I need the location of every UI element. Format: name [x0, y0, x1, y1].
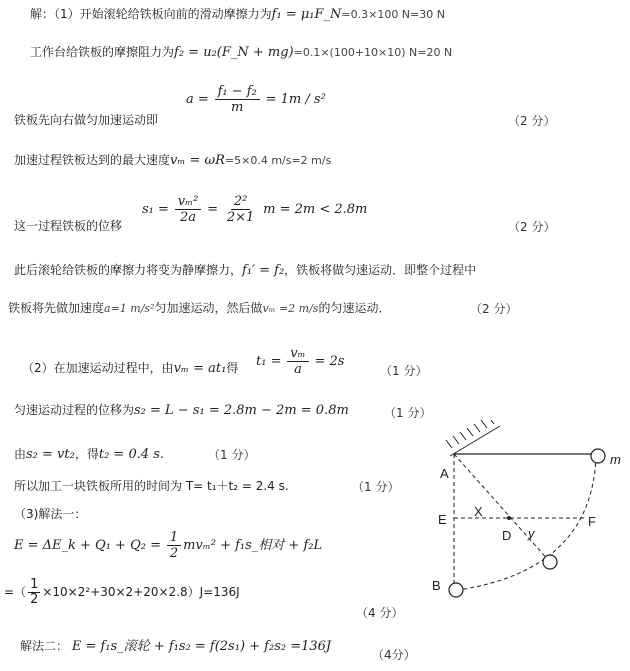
static-formula: f₁′ = f₂ — [242, 263, 285, 278]
pendulum-figure — [410, 420, 630, 605]
vmax-text: 加速过程铁板达到的最大速度 — [14, 153, 171, 167]
friction-f2-text: 工作台给铁板的摩擦阻力为 — [30, 45, 175, 59]
diagonal-dashed-line — [454, 454, 550, 562]
line-summary — [8, 300, 390, 317]
method2-title: 解法二： — [20, 639, 69, 653]
disp-equals: = — [207, 202, 219, 217]
summary-velocity-value: vₘ =2 m/s — [262, 302, 319, 315]
line-friction-f2 — [30, 44, 452, 61]
line-t2 — [14, 446, 164, 463]
summary-accel-value: a=1 m/s² — [104, 302, 155, 315]
disp-numerator-2: 2² — [231, 194, 250, 210]
calc-open: =（ — [4, 585, 27, 599]
label-f: F — [588, 514, 596, 529]
friction-f1-formula: f₁ = μ₁F_N — [271, 7, 342, 22]
label-e: E — [438, 512, 447, 527]
t1-numerator: vₘ — [287, 346, 308, 362]
disp-denominator-1: 2a — [180, 210, 197, 225]
displacement-formula — [142, 194, 367, 225]
summary-text-b: 匀加速运动，然后做 — [154, 301, 263, 315]
label-x: X — [474, 504, 483, 519]
t1-text-b: 得 — [226, 361, 239, 375]
friction-f1-value: =0.3×100 N=30 N — [341, 8, 445, 21]
disp-s1: s₁ = — [142, 202, 169, 217]
t2-score: （1 分） — [208, 448, 256, 462]
energy-formula-a: E = ΔE_k + Q₁ + Q₂ = — [14, 538, 161, 553]
static-text-a: 此后滚轮给铁板的摩擦力将变为静摩擦力， — [14, 263, 243, 277]
energy-half-num: 1 — [167, 530, 181, 546]
energy-calculation — [4, 578, 240, 607]
calc-score: （4 分） — [356, 606, 404, 620]
vmax-value: =5×0.4 m/s=2 m/s — [224, 154, 332, 167]
t1-result: = 2s — [314, 354, 345, 369]
friction-f1-text: 解：（1）开始滚轮给铁板向前的滑动摩擦力为 — [30, 7, 272, 21]
accel-result: = 1m / s² — [265, 92, 326, 107]
energy-formula — [14, 530, 322, 561]
accel-formula — [186, 84, 326, 115]
method1-title: （3)解法一： — [14, 507, 87, 521]
s2-text: 匀速运动过程的位移为 — [14, 403, 135, 417]
hatched-support — [446, 420, 500, 456]
accel-denominator: m — [231, 100, 244, 115]
line-t1 — [22, 360, 238, 377]
line-vmax — [14, 152, 331, 169]
accel-numerator: f₁ − f₂ — [215, 84, 260, 100]
line-method2 — [20, 638, 331, 655]
accel-a: a = — [186, 92, 209, 107]
summary-score: （2 分） — [470, 302, 518, 316]
point-d — [507, 516, 511, 520]
calc-half-num: 1 — [30, 577, 39, 592]
t1-t: t₁ = — [256, 354, 282, 369]
calc-half-den: 2 — [30, 592, 39, 607]
disp-numerator-1: vₘ² — [175, 194, 202, 210]
total-time-score: （1 分） — [352, 480, 400, 494]
friction-f2-formula: f₂ = u₂(F_N + mg) — [174, 45, 294, 60]
displacement-score: （2 分） — [508, 220, 556, 234]
disp-result: m = 2m < 2.8m — [263, 202, 368, 217]
method2-formula: E = f₁s_滚轮 + f₁s₂ = f(2s₁) + f₂s₂ =136J — [71, 639, 332, 654]
s2-formula: s₂ = L − s₁ = 2.8m − 2m = 0.8m — [134, 403, 349, 418]
t1-denominator: a — [294, 362, 302, 377]
swing-arc — [458, 456, 596, 590]
label-y: y — [528, 526, 535, 541]
ball-start — [591, 449, 605, 463]
accel-score: （2 分） — [508, 114, 556, 128]
line-friction-f1 — [30, 6, 445, 23]
line-static-friction — [14, 262, 476, 279]
label-b: B — [432, 578, 441, 593]
t2-text-b: ，得 — [74, 447, 99, 461]
summary-text-c: 的匀速运动． — [318, 301, 391, 315]
ball-bottom — [449, 583, 463, 597]
vmax-formula: vₘ = ωR — [170, 153, 225, 168]
s2-score: （1 分） — [384, 406, 432, 420]
ball-middle — [543, 555, 557, 569]
t2-formula: s₂ = vt₂ — [26, 447, 75, 462]
t1-formula: vₘ = at₁ — [173, 361, 227, 376]
displacement-text: 这一过程铁板的位移 — [14, 219, 123, 233]
t2-text-a: 由 — [14, 447, 27, 461]
disp-denominator-2: 2×1 — [226, 210, 255, 225]
label-a: A — [440, 466, 449, 481]
t2-formula-2: t₂ = 0.4 s. — [98, 447, 165, 462]
t1-result-formula — [256, 346, 344, 377]
calc-body: ×10×2²+30×2+20×2.8）J=136J — [42, 585, 240, 599]
total-time-text: 所以加工一块铁板所用的时间为 T= t₁＋t₂ = 2.4 s. — [14, 479, 289, 493]
method2-score: （4分） — [372, 648, 416, 662]
accel-text: 铁板先向右做匀加速运动即 — [14, 113, 159, 127]
friction-f2-value: =0.1×(100+10×10) N=20 N — [293, 46, 453, 59]
t1-text-a: （2）在加速运动过程中，由 — [22, 361, 174, 375]
static-text-b: ，铁板将做匀速运动．即整个过程中 — [284, 263, 477, 277]
energy-half-den: 2 — [169, 546, 179, 561]
line-s2 — [14, 402, 349, 419]
energy-formula-b: mvₘ² + f₁s_相对 + f₂L — [183, 538, 323, 553]
summary-text-a: 铁板将先做加速度 — [8, 301, 105, 315]
label-d: D — [502, 528, 512, 543]
label-m: m — [610, 452, 621, 467]
t1-score: （1 分） — [380, 364, 428, 378]
